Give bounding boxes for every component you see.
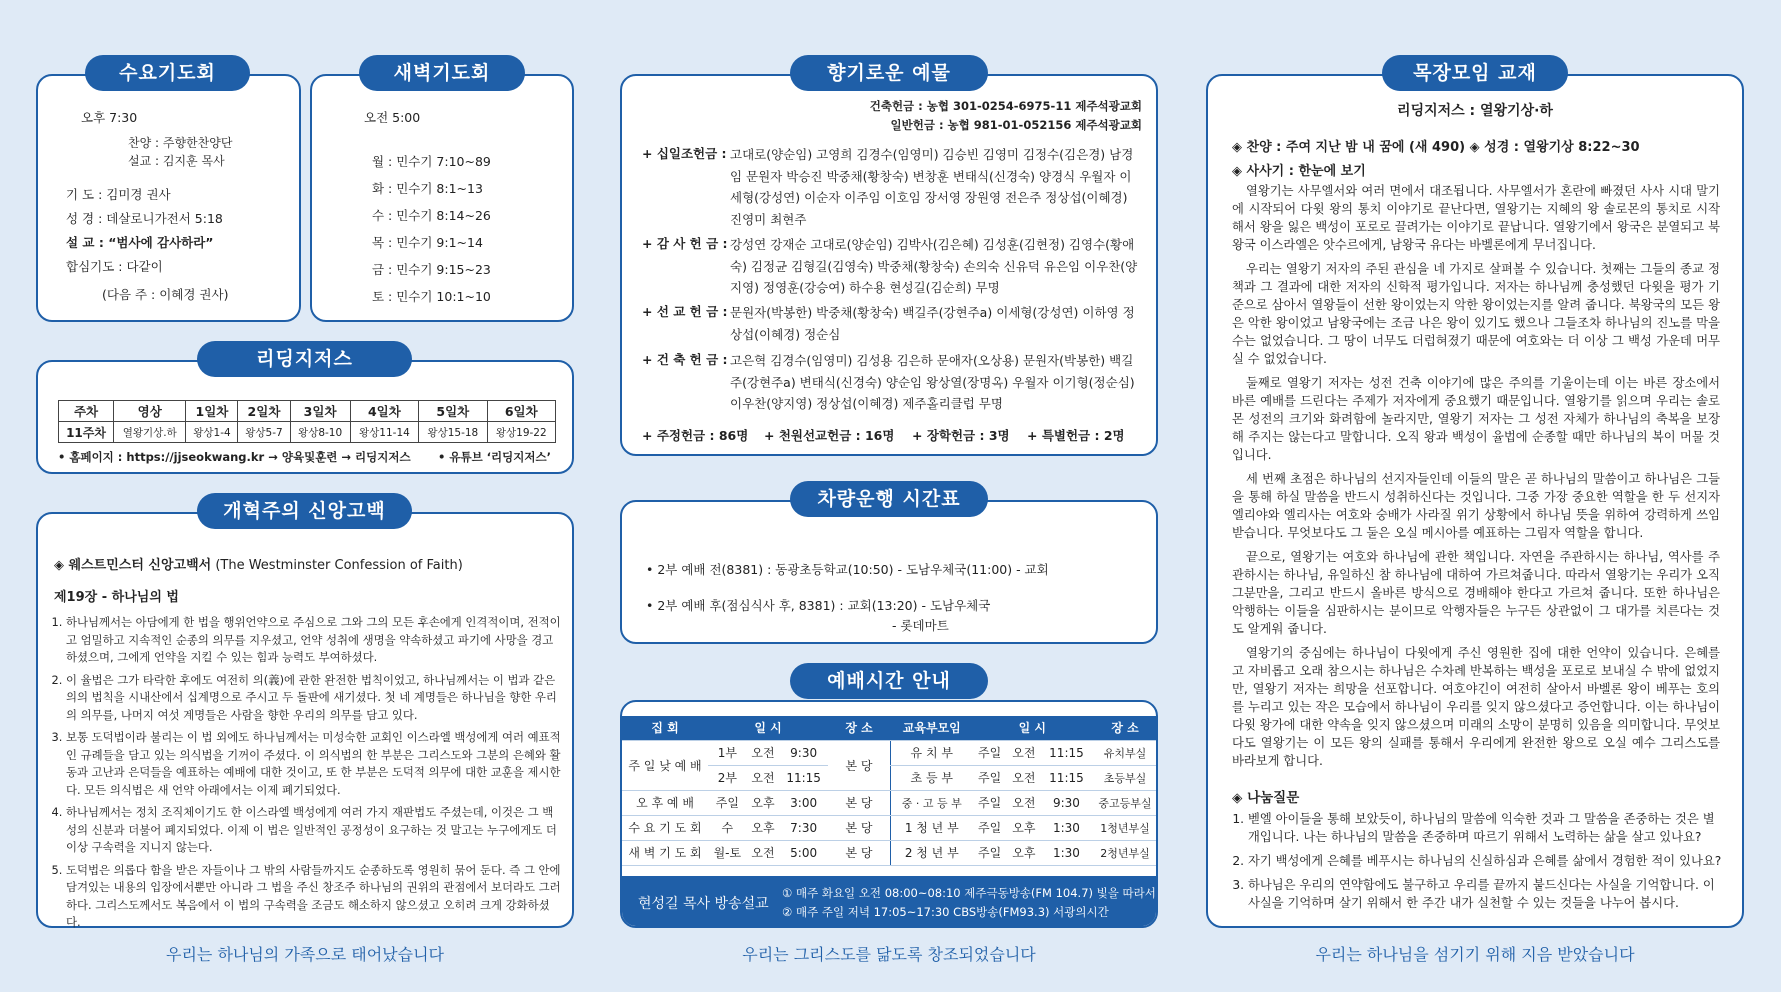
services-cell: 오 후 예 배 — [622, 790, 708, 815]
reading-cell: 왕상15-18 — [419, 422, 487, 443]
wednesday-item: 성 경 : 데살로니가전서 5:18 — [66, 211, 223, 226]
services-cell: 주 일 낮 예 배 — [622, 740, 708, 790]
wednesday-next: (다음 주 : 이혜경 권사) — [102, 287, 229, 302]
services-header: 장 소 — [1092, 716, 1158, 740]
confession-chapter: 제19장 - 하나님의 법 — [54, 590, 179, 605]
dawn-day: 수 : 민수기 8:14~26 — [372, 208, 491, 223]
confession-item: 5. 도덕법은 의롭다 함을 받은 자들이나 그 밖의 사람들까지도 순종하도록 영원히 묶어 둔다. 즉 그 안에 담겨있는 내용의 입장에서뿐만 아니라 그 법을 주신 창조주 하나님의 권위의 관점에서 보더라도 그러하다. 그리스도께서도 복음에서 이 법의 구속력을 조금도 해소하지 않으셨고 오히려 크게 강화하셨다. — [66, 862, 562, 932]
cell-paragraph: 우리는 열왕기 저자의 주된 관심을 네 가지로 살펴볼 수 있습니다. 첫째는 그들의 종교 정책과 그 결과에 대한 저자의 신학적 평가입니다. 저자는 하나님께 충성했던 다윗을 평가 기준으로 삼아서 열왕들이 선한 왕이었는지 악한 왕이었는지를 알려 줍니다. 북왕국의 모든 왕은 악한 왕이었고 남왕국에는 조금 나은 왕이 있기도 했으나 그들조차 하나님의 진노를 막을 수는 없었습니다. 그 땅이 너무도 더럽혀졌기 때문에 여호와는 더 이상 그 백성 가운데 머무실 수 없었습니다. — [1232, 262, 1720, 366]
cell-box — [1206, 74, 1744, 928]
offering-summary: + 주정헌금 : 86명 — [642, 428, 749, 443]
services-header: 장 소 — [828, 716, 890, 740]
broadcast-line2: ② 매주 주일 저녁 17:05~17:30 CBS방송(FM93.3) 서광의시간 — [782, 905, 1109, 919]
broadcast-title: 현성길 목사 방송설교 — [638, 896, 769, 912]
services-header: 일 시 — [973, 716, 1093, 740]
cell-question: 3. 하나님은 우리의 연약함에도 불구하고 우리를 끝까지 붙드신다는 사실을 기억합니다. 이 사실을 기억하며 살기 위해서 한 주간 내가 실천할 수 있는 것들을 나누어 봅시다. — [1248, 876, 1722, 912]
confession-source-rest: (The Westminster Confession of Faith) — [215, 558, 463, 573]
services-cell: 유치부실 — [1092, 740, 1158, 765]
broadcast-bar — [622, 876, 1158, 928]
services-cell: 주일 — [973, 740, 1007, 765]
services-cell: 오후 — [747, 790, 780, 815]
dawn-time: 오전 5:00 — [364, 110, 421, 125]
offering-group-label: + 선 교 헌 금 : — [642, 304, 728, 319]
services-row — [622, 790, 890, 815]
wednesday-box — [36, 74, 301, 322]
services-row — [622, 740, 890, 765]
offering-group-text: 고대로(양순임) 고영희 김경수(임영미) 김승빈 김영미 김정수(김은경) 남경임 문원자 박승진 박중채(황창숙) 변창훈 변태식(신경숙) 양경식 우월자 이세형(강성연) 이순자 이주임 이호임 장서영 장원영 전은주 정상섭(이혜경) 진영미 최현주 — [730, 147, 1134, 227]
confession-item: 1. 하나님께서는 아담에게 한 법을 행위언약으로 주심으로 그와 그의 모든 후손에게 인격적이며, 전적이고 엄밀하고 지속적인 순종의 의무를 지우셨고, 언약 성취에 생명을 약속하셨고 파기에 사망을 경고하셨으며, 그에게 언약을 지킬 수 있는 힘과 능력도 부여하셨다. — [66, 614, 562, 667]
cell-questions — [1232, 810, 1722, 912]
services-header-row — [622, 716, 890, 740]
services-cell: 1:30 — [1041, 840, 1092, 865]
cell-subtitle: 리딩지저스 : 열왕기상·하 — [1397, 103, 1553, 119]
services-row — [891, 790, 1159, 815]
shuttle-line1: • 2부 예배 전(8381) : 동광초등학교(10:50) - 도남우체국(11:00) - 교회 — [646, 562, 1049, 577]
wednesday-item: 기 도 : 김미경 권사 — [66, 187, 171, 202]
offering-group-text: 강성연 강재순 고대로(양순임) 김박사(김은혜) 김성훈(김현정) 김영수(황애숙) 김정균 김형길(김영숙) 박중채(황창숙) 손의숙 신유덕 유은임 이우찬(양지영) 정영훈(강승여) 하수용 현성길(김순희) 무명 — [730, 237, 1138, 295]
reading-title: 리딩지저스 — [197, 341, 412, 377]
wednesday-line: 찬양 : 주향한찬양단 — [128, 136, 233, 150]
confession-source-bold: ◈ 웨스트민스터 신앙고백서 — [54, 558, 212, 573]
reading-youtube-link[interactable]: • 유튜브 ‘리딩지저스’ — [438, 450, 551, 464]
reading-cell: 왕상5-7 — [238, 422, 290, 443]
cell-paragraph: 열왕기의 중심에는 하나님이 다윗에게 주신 영원한 집에 대한 언약이 있습니다. 은혜를 고 자비롭고 오래 참으시는 하나님은 수차례 반복하는 백성을 포로로 보내실 수 밖에 없었지만, 열왕기 저자는 희망을 선포합니다. 여호야긴이 여전히 살아서 바벨론 왕이 베푸는 호의를 누리고 있는 작은 모습에서 하나님이 우리를 잊지 않으셨다고 증언합니다. 이는 하나님이 다윗 왕가에 대한 약속을 잊지 않으셨으며 미래의 소망이 분명히 있음을 의미합니다. 무엇보다도 열왕기는 이 모든 왕의 실패를 통해서 우리에게 완전한 왕으로 오실 예수 그리스도를 바라보게 합니다. — [1232, 646, 1720, 768]
services-row — [891, 765, 1159, 790]
services-cell: 5:00 — [779, 840, 828, 865]
cell-think: ◈ 사사기 : 한눈에 보기 — [1232, 164, 1366, 179]
services-cell: 월-토 — [708, 840, 747, 865]
cell-paragraph: 끝으로, 열왕기는 여호와 하나님에 관한 책입니다. 자연을 주관하시는 하나님, 역사를 주관하시는 하나님, 유일하신 참 하나님에 대하여 가르쳐줍니다. 따라서 열왕기는 우리가 오직 그분만을, 그리고 반드시 올바른 방식으로 경배해야 한다고 가르쳐 줍니다. 또한 하나님은 악행하는 이들을 심판하시는 분이므로 악행자들은 누구든 상관없이 그 대가를 치른다는 것도 알게워 줍니다. — [1232, 550, 1720, 636]
reading-homepage-link[interactable]: • 홈페이지 : https://jjseokwang.kr → 양육및훈련 → 리딩지저스 — [58, 450, 411, 464]
services-table-right — [890, 716, 1158, 866]
services-cell: 1 청 년 부 — [891, 815, 973, 840]
services-cell: 2부 — [708, 765, 747, 790]
confession-source — [54, 554, 463, 573]
offering-account1: 건축헌금 : 농협 301-0254-6975-11 제주석광교회 — [869, 99, 1142, 113]
cell-paragraph: 열왕기는 사무엘서와 여러 면에서 대조됩니다. 사무엘서가 혼란에 빠졌던 사사 시대 말기에 시작되어 다윗 왕의 통치 이야기로 끝난다면, 열왕기는 지혜의 왕 솔로몬의 통치로 시작해서 왕을 잃은 백성이 포로로 끌려가는 이야기로 끝납니다. 열왕기에서 왕국은 분열되고 북왕국 이스라엘은 앗수르에게, 남왕국 유다는 바벨론에게 무너집니다. — [1232, 184, 1720, 252]
offering-group-label: + 건 축 헌 금 : — [642, 352, 728, 367]
cell-questions-title: ◈ 나눔질문 — [1232, 790, 1300, 806]
wednesday-title: 수요기도회 — [85, 55, 250, 91]
dawn-title: 새벽기도회 — [359, 55, 525, 91]
offering-title: 향기로운 예물 — [790, 55, 988, 91]
wednesday-item: 합심기도 : 다같이 — [66, 259, 163, 274]
dawn-day: 목 : 민수기 9:1~14 — [372, 235, 483, 250]
cell-praise: ◈ 찬양 : 주여 지난 밤 내 꿈에 (새 490) ◈ 성경 : 열왕기상 8:22~30 — [1232, 140, 1640, 155]
services-header-row — [891, 716, 1159, 740]
services-header: 일 시 — [708, 716, 828, 740]
services-header: 교육부모임 — [891, 716, 973, 740]
services-cell: 1:30 — [1041, 815, 1092, 840]
services-cell: 3:00 — [779, 790, 828, 815]
cell-question: 2. 자기 백성에게 은혜를 베푸시는 하나님의 신실하심과 은혜를 삶에서 경험한 적이 있나요? — [1248, 852, 1722, 870]
confession-item: 4. 하나님께서는 정치 조직체이기도 한 이스라엘 백성에게 여러 가지 재판법도 주셨는데, 이것은 그 백성의 신분과 더불어 폐지되었다. 이제 이 법은 일반적인 공정성이 요구하는 것 말고는 누구에게도 더 이상 구속력을 지니지 않는다. — [66, 804, 562, 857]
services-cell: 새 벽 기 도 회 — [622, 840, 708, 865]
services-cell: 2 청 년 부 — [891, 840, 973, 865]
services-cell: 1청년부실 — [1092, 815, 1158, 840]
cell-question: 1. 벧엘 아이들을 통해 보았듯이, 하나님의 말씀에 익숙한 것과 그 말씀을 존중하는 것은 별개입니다. 나는 하나님의 말씀을 존중하며 따르기 위해서 노력하는 삶을 살고 있나요? — [1248, 810, 1722, 846]
reading-header: 영상 — [114, 401, 186, 422]
services-cell: 9:30 — [779, 740, 828, 765]
services-cell: 11:15 — [1041, 740, 1092, 765]
services-cell: 본 당 — [828, 790, 890, 815]
services-cell: 주일 — [973, 815, 1007, 840]
reading-cell: 11주차 — [59, 422, 114, 443]
offering-summary: + 장학헌금 : 3명 — [912, 428, 1010, 443]
services-cell: 7:30 — [779, 815, 828, 840]
reading-header: 3일차 — [290, 401, 350, 422]
footer-middle: 우리는 그리스도를 닮도록 창조되었습니다 — [742, 945, 1036, 964]
services-cell: 초등부실 — [1092, 765, 1158, 790]
dawn-day: 금 : 민수기 9:15~23 — [372, 262, 491, 277]
services-cell: 주일 — [973, 840, 1007, 865]
reading-cell: 열왕기상.하 — [114, 422, 186, 443]
reading-cell: 왕상19-22 — [487, 422, 555, 443]
services-cell: 주일 — [708, 790, 747, 815]
services-row — [622, 840, 890, 865]
services-row — [891, 840, 1159, 865]
confession-title: 개혁주의 신앙고백 — [197, 493, 412, 529]
services-cell: 오전 — [1007, 740, 1041, 765]
services-title: 예배시간 안내 — [790, 663, 988, 699]
services-row — [891, 740, 1159, 765]
services-box — [620, 700, 1158, 928]
services-cell: 오전 — [1007, 765, 1041, 790]
dawn-box — [310, 74, 574, 322]
footer-right: 우리는 하나님을 섬기기 위해 지음 받았습니다 — [1315, 945, 1635, 964]
offering-group-text: 고은혁 김경수(임영미) 김성용 김은하 문애자(오상용) 문원자(박봉한) 백길주(강현주a) 변태식(신경숙) 양순임 왕상열(장명옥) 우월자 이기형(정순심) 이우찬(양지영) 정상섭(이혜경) 제주홀리클럽 무명 — [730, 353, 1135, 411]
offering-group-label: + 십일조헌금 : — [642, 146, 727, 161]
services-cell: 오후 — [1007, 815, 1041, 840]
shuttle-line2b: - 롯데마트 — [892, 618, 949, 633]
services-cell: 오전 — [1007, 790, 1041, 815]
services-header: 집 회 — [622, 716, 708, 740]
cell-paragraph: 둘째로 열왕기 저자는 성전 건축 이야기에 많은 주의를 기울이는데 이는 바른 장소에서 바른 예배를 드린다는 주제가 저자에게 중요했기 때문입니다. 열왕기를 읽으며 우리는 솔로몬 성전의 크기와 화려함에 놀라지만, 열왕기 저자는 그 성전 자체가 하나님의 축복을 보장해 주지는 않는다고 말합니다. 오직 왕과 백성이 율법에 순종할 때만 하나님의 복이 머물 것입니다. — [1232, 376, 1720, 462]
reading-cell: 왕상11-14 — [350, 422, 418, 443]
wednesday-time: 오후 7:30 — [81, 110, 138, 125]
services-cell: 1부 — [708, 740, 747, 765]
cell-paragraph: 세 번째 초점은 하나님의 선지자들인데 이들의 말은 곧 하나님의 말씀이고 하나님은 그들을 통해 하실 말씀을 반드시 성취하신다는 것입니다. 그중 가장 중요한 역할을 한 두 선지자 엘리야와 엘리사는 여호와 숭배가 사라질 위기 상황에서 하나님 뜻을 위하여 강력하게 쓰임 받습니다. 무엇보다도 그 둘은 오실 메시아를 예표하는 그림자 역할을 합니다. — [1232, 472, 1720, 540]
services-cell: 수 요 기 도 회 — [622, 815, 708, 840]
confession-box — [36, 512, 574, 928]
wednesday-item: 설 교 : “범사에 감사하라” — [66, 235, 214, 250]
reading-header: 주차 — [59, 401, 114, 422]
confession-item: 3. 보통 도덕법이라 불리는 이 법 외에도 하나님께서는 미성숙한 교회인 이스라엘 백성에게 여러 예표적인 규례들을 담고 있는 의식법을 기꺼이 주셨다. 이 의식법의 한 부분은 그리스도와 그분의 은혜와 활동과 고난과 은덕들을 예표하는 예배에 대한 것이고, 또 한 부분은 도덕적 의무에 대한 교훈을 제시한다. 모든 의식법은 새 언약 아래에서는 이제 폐기되었다. — [66, 729, 562, 799]
reading-cell: 왕상8-10 — [290, 422, 350, 443]
reading-header: 1일차 — [186, 401, 238, 422]
services-cell: 중고등부실 — [1092, 790, 1158, 815]
services-cell: 유 치 부 — [891, 740, 973, 765]
services-cell: 11:15 — [779, 765, 828, 790]
footer-left: 우리는 하나님의 가족으로 태어났습니다 — [165, 945, 444, 964]
reading-header: 4일차 — [350, 401, 418, 422]
reading-header: 6일차 — [487, 401, 555, 422]
confession-list — [50, 614, 562, 937]
reading-row — [59, 422, 556, 443]
services-cell: 본 당 — [828, 815, 890, 840]
reading-table — [58, 400, 556, 443]
shuttle-line2: • 2부 예배 후(점심식사 후, 8381) : 교회(13:20) - 도남우체국 — [646, 598, 991, 613]
services-row — [891, 815, 1159, 840]
services-cell: 11:15 — [1041, 765, 1092, 790]
services-cell: 오후 — [747, 815, 780, 840]
services-cell: 오후 — [1007, 840, 1041, 865]
services-cell: 주일 — [973, 790, 1007, 815]
services-cell: 본 당 — [828, 740, 890, 790]
services-cell: 수 — [708, 815, 747, 840]
services-cell: 초 등 부 — [891, 765, 973, 790]
services-cell: 2청년부실 — [1092, 840, 1158, 865]
dawn-day: 월 : 민수기 7:10~89 — [372, 154, 491, 169]
services-cell: 오전 — [747, 840, 780, 865]
dawn-day: 토 : 민수기 10:1~10 — [372, 289, 491, 304]
cell-title: 목장모임 교재 — [1382, 55, 1568, 91]
offering-group-text: 문원자(박봉한) 박중채(황창숙) 백길주(강현주a) 이세형(강성연) 이하영 정상섭(이혜경) 정순심 — [730, 305, 1135, 342]
reading-cell: 왕상1-4 — [186, 422, 238, 443]
services-cell: 9:30 — [1041, 790, 1092, 815]
reading-header-row — [59, 401, 556, 422]
reading-header: 5일차 — [419, 401, 487, 422]
services-row — [622, 815, 890, 840]
offering-account2: 일반헌금 : 농협 981-01-052156 제주석광교회 — [890, 118, 1142, 132]
wednesday-line: 설교 : 김지훈 목사 — [128, 154, 225, 168]
offering-summary: + 천원선교헌금 : 16명 — [764, 428, 895, 443]
services-cell: 본 당 — [828, 840, 890, 865]
broadcast-line1: ① 매주 화요일 오전 08:00~08:10 제주극동방송(FM 104.7) 빛을 따라서 — [782, 886, 1156, 900]
cell-body — [1232, 182, 1720, 776]
services-cell: 중 · 고 등 부 — [891, 790, 973, 815]
offering-box — [620, 74, 1158, 456]
services-cell: 오전 — [747, 765, 780, 790]
shuttle-box — [620, 500, 1158, 644]
offering-group-label: + 감 사 헌 금 : — [642, 236, 728, 251]
reading-box — [36, 360, 574, 474]
services-cell: 오전 — [747, 740, 780, 765]
services-table-left — [622, 716, 890, 866]
offering-summary: + 특별헌금 : 2명 — [1027, 428, 1125, 443]
reading-header: 2일차 — [238, 401, 290, 422]
shuttle-title: 차량운행 시간표 — [790, 481, 988, 517]
services-cell: 주일 — [973, 765, 1007, 790]
dawn-day: 화 : 민수기 8:1~13 — [372, 181, 483, 196]
confession-item: 2. 이 율법은 그가 타락한 후에도 여전히 의(義)에 관한 완전한 법칙이었고, 하나님께서는 이 법과 같은 의의 법칙을 시내산에서 십계명으로 주시고 두 돌판에 새기셨다. 첫 네 계명들은 하나님을 향한 우리의 의무를, 나머지 여섯 계명들은 사람을 향한 우리의 의무를 담고 있다. — [66, 672, 562, 725]
